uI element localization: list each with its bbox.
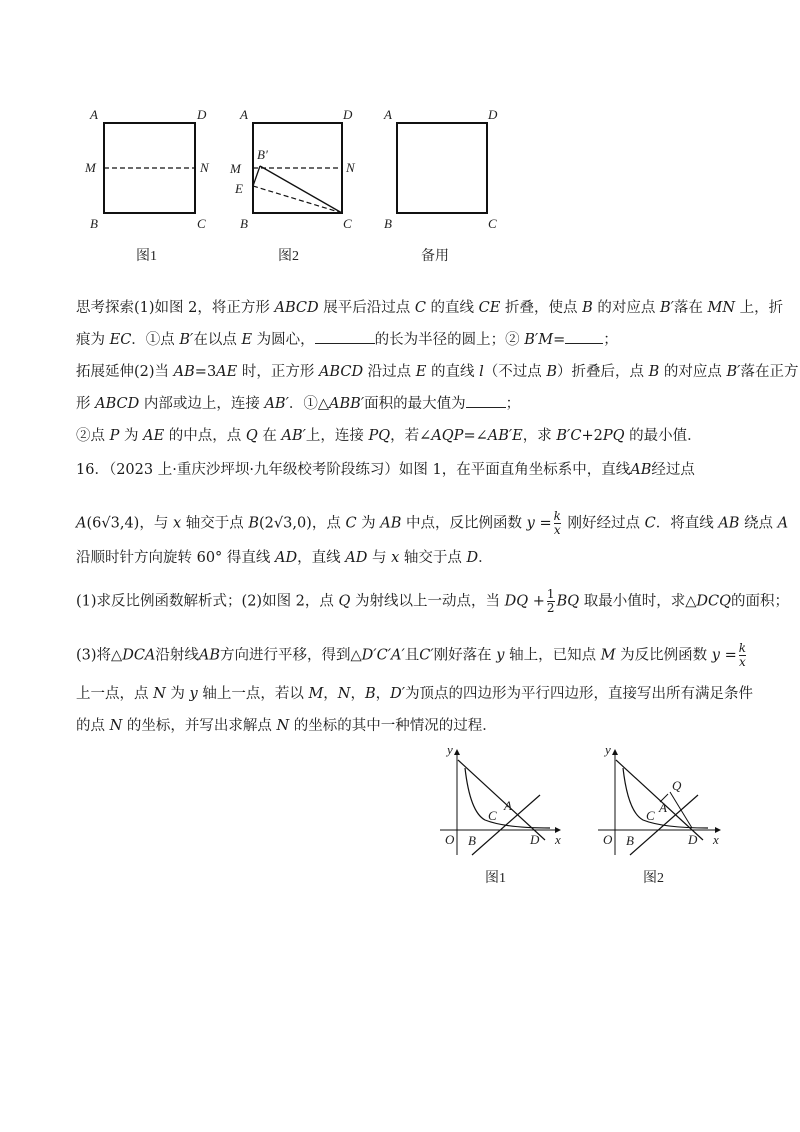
problem-number: 16． <box>76 462 109 478</box>
fig3-label-b: B <box>384 216 392 231</box>
fig1-label-a: A <box>90 107 98 122</box>
f2-a-label: A <box>659 800 667 815</box>
p15-line-1: 思考探索(1)如图 2，将正方形 ABCD 展平后沿过点 C 的直线 CE 折叠，使点 B 的对应点 B′落在 MN 上，折 <box>76 300 784 316</box>
p16-line-2: A(6√3,4)，与 x 轴交于点 B(2√3,0)，点 C 为 AB 中点，反比例函数 y = $\frac{k}{x}$ 刚好经过点 C．将直线 AB 绕点 A <box>76 509 789 537</box>
fig1-label-n: N <box>200 160 209 175</box>
p15-line-2: 痕为 EC．①点 B′在以点 E 为圆心， 的长为半径的圆上；② B′M= ； <box>76 332 618 348</box>
f1-y-label: y <box>447 742 453 757</box>
fig2-label-bprime: B′ <box>257 147 268 162</box>
top-figures <box>80 100 520 270</box>
p15-line-4: 形 ABCD 内部或边上，连接 AB′．①△ABB′面积的最大值为 ； <box>76 396 521 412</box>
answer-blank-bprime-m[interactable] <box>565 343 603 344</box>
figure-2-fold <box>229 107 356 264</box>
f1-d-label: D <box>530 832 540 847</box>
f2-x-label: x <box>713 832 719 847</box>
fig2-label-a: A <box>240 107 248 122</box>
fig2-label-b: B <box>240 216 248 231</box>
p16-line-3: 沿顺时针方向旋转 60° 得直线 AD，直线 AD 与 x 轴交于点 D． <box>76 550 493 566</box>
f1-b-label: B <box>468 833 476 848</box>
fig2-label-c: C <box>343 216 352 231</box>
f2-y-label: y <box>605 742 611 757</box>
f2-b-label: B <box>626 833 634 848</box>
fig1-label-c: C <box>197 216 206 231</box>
fig2-label-m: M <box>230 161 241 176</box>
bottom-figures <box>430 740 730 890</box>
coordinate-figure-2 <box>598 742 720 886</box>
figure-3-spare <box>383 107 498 264</box>
fig1-label-d: D <box>197 107 207 122</box>
f1-x-label: x <box>555 832 561 847</box>
fig2-label-d: D <box>343 107 353 122</box>
p16-line-4: (1)求反比例函数解析式；(2)如图 2，点 Q 为射线以上一动点，当 DQ + $\frac{1}{2}$ BQ 取最小值时，求△DCQ的面积； <box>76 587 789 615</box>
p16-line-6: 上一点，点 N 为 y 轴上一点，若以 M，N，B，D′为顶点的四边形为平行四边形，直接写出所有满足条件 <box>76 686 754 702</box>
fig3-caption: 备用 <box>421 249 449 264</box>
f2-d-label: D <box>688 832 698 847</box>
fig2-caption: 图2 <box>278 249 299 264</box>
f2-caption: 图2 <box>643 871 664 886</box>
f1-o-label: O <box>445 832 455 847</box>
f1-a-label: A <box>504 798 512 813</box>
f2-o-label: O <box>603 832 613 847</box>
fig3-label-c: C <box>488 216 497 231</box>
p16-line-1: 16．（2023 上·重庆沙坪坝·九年级校考阶段练习）如图 1，在平面直角坐标系中，直线AB经过点 <box>76 462 695 478</box>
p15-line-3: 拓展延伸(2)当 AB=3AE 时，正方形 ABCD 沿过点 E 的直线 l（不过点 B）折叠后，点 B 的对应点 B′落在正方 <box>76 364 799 380</box>
p16-line-5: (3)将△DCA沿射线AB方向进行平移，得到△D′C′A′且C′刚好落在 y 轴上，已知点 M 为反比例函数 y = $\frac{k}{x}$ <box>76 641 746 669</box>
answer-blank-radius[interactable] <box>315 343 375 344</box>
fig2-label-e: E <box>235 181 243 196</box>
fig2-label-n: N <box>346 160 355 175</box>
f1-caption: 图1 <box>485 871 506 886</box>
f1-c-label: C <box>488 808 497 823</box>
f2-q-label: Q <box>672 778 682 793</box>
fig1-label-m: M <box>85 160 96 175</box>
f2-c-label: C <box>646 808 655 823</box>
figure-1-square <box>84 107 210 264</box>
answer-blank-max-area[interactable] <box>466 407 506 408</box>
p15-line-5: ②点 P 为 AE 的中点，点 Q 在 AB′上，连接 PQ，若∠AQP=∠AB′E，求 B′C+2PQ 的最小值． <box>76 428 702 444</box>
fig1-caption: 图1 <box>136 249 157 264</box>
fig3-label-d: D <box>488 107 498 122</box>
fig1-label-b: B <box>90 216 98 231</box>
coordinate-figure-1 <box>440 742 561 886</box>
fig3-label-a: A <box>384 107 392 122</box>
p16-line-7: 的点 N 的坐标，并写出求解点 N 的坐标的其中一种情况的过程． <box>76 718 497 734</box>
